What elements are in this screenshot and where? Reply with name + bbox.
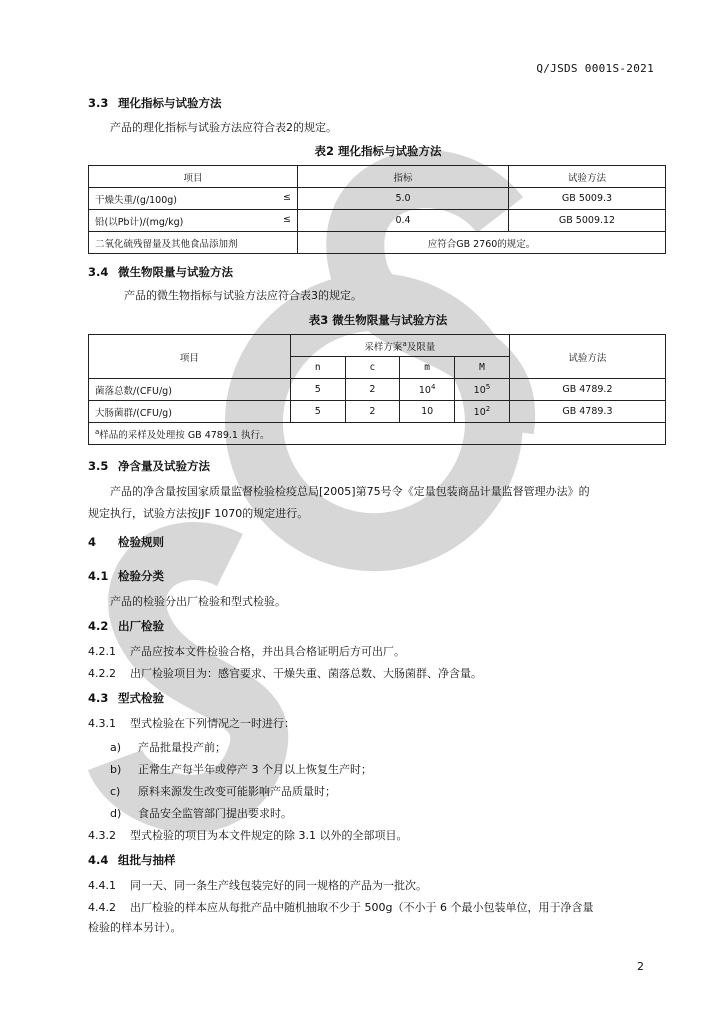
table-3-m: 10 — [400, 401, 455, 423]
table-row — [89, 232, 666, 254]
table-3-header-plan: 采样方案$^a$及限量 — [290, 335, 509, 357]
table-3-sub-n: n — [290, 357, 345, 379]
table-2-method: GB 5009.3 — [509, 188, 666, 210]
clause-4-4-1: 4.4.1 同一天、同一条生产线包装完好的同一规格的产品为一批次。 — [88, 879, 427, 892]
clause-4-3-1: 4.3.1 型式检验在下列情况之一时进行： — [88, 717, 295, 730]
table-2-header-item: 项目 — [89, 166, 298, 188]
table-row — [89, 379, 666, 401]
table-3-item: 大肠菌群/(CFU/g) — [89, 401, 291, 423]
clause-4-3-2: 4.3.2 型式检验的项目为本文件规定的除 3.1 以外的全部项目。 — [88, 829, 408, 842]
table-3-footnote: $^a$样品的采样及处理按 GB 4789.1 执行。 — [89, 423, 666, 445]
section-3-5-paragraph-2: 规定执行，试验方法按JJF 1070的规定进行。 — [88, 507, 309, 520]
table-3-M: $10^2$ — [455, 401, 510, 423]
table-3-caption: 表3 微生物限量与试验方法 — [308, 313, 448, 327]
list-item: a) 产品批量投产前； — [110, 741, 226, 754]
section-4-3-heading: 4.3 型式检验 — [88, 691, 164, 705]
section-3-3-heading: 3.3 理化指标与试验方法 — [88, 96, 222, 110]
document-number: Q/JSDS 0001S-2021 — [536, 62, 654, 75]
table-2-item: 铅(以Pb计)/(mg/kg) — [95, 216, 184, 228]
table-2 — [88, 165, 666, 254]
clause-4-4-2-continued: 检验的样本另计）。 — [88, 921, 182, 934]
table-3-c: 2 — [345, 401, 400, 423]
table-2-value: 0.4 — [298, 210, 509, 232]
table-3-header-item: 项目 — [89, 335, 291, 379]
table-3-m: $10^4$ — [400, 379, 455, 401]
table-2-method: GB 5009.12 — [509, 210, 666, 232]
section-4-4-heading: 4.4 组批与抽样 — [88, 853, 176, 867]
clause-4-4-2: 4.4.2 出厂检验的样本应从每批产品中随机抽取不少于 500g（不小于 6 个最小包装单位，用于净含量 — [88, 901, 594, 914]
lte-symbol: ≤ — [283, 213, 291, 225]
table-3 — [88, 334, 666, 445]
clause-4-2-1: 4.2.1 产品应按本文件检验合格，并出具合格证明后方可出厂。 — [88, 645, 405, 658]
section-3-4-heading: 3.4 微生物限量与试验方法 — [88, 265, 233, 279]
list-item: d) 食品安全监管部门提出要求时。 — [110, 807, 292, 820]
clause-4-2-2: 4.2.2 出厂检验项目为：感官要求、干燥失重、菌落总数、大肠菌群、净含量。 — [88, 667, 482, 680]
table-3-M: $10^5$ — [455, 379, 510, 401]
table-3-sub-c: c — [345, 357, 400, 379]
section-4-2-heading: 4.2 出厂检验 — [88, 619, 164, 633]
table-3-item: 菌落总数/(CFU/g) — [89, 379, 291, 401]
table-2-requirement: 应符合GB 2760的规定。 — [298, 232, 666, 254]
table-3-header-method: 试验方法 — [509, 335, 665, 379]
section-4-heading: 4 检验规则 — [88, 535, 164, 549]
table-3-n: 5 — [290, 401, 345, 423]
table-2-caption: 表2 理化指标与试验方法 — [314, 144, 442, 158]
section-3-5-heading: 3.5 净含量及试验方法 — [88, 459, 210, 473]
lte-symbol: ≤ — [283, 191, 291, 203]
section-4-1-heading: 4.1 检验分类 — [88, 569, 164, 583]
table-row — [89, 210, 666, 232]
section-3-3-paragraph: 产品的理化指标与试验方法应符合表2的规定。 — [110, 121, 337, 134]
table-2-value: 5.0 — [298, 188, 509, 210]
table-2-item: 二氧化硫残留量及其他食品添加剂 — [89, 232, 298, 254]
page-number: 2 — [637, 960, 644, 973]
table-3-n: 5 — [290, 379, 345, 401]
table-3-sub-m: m — [400, 357, 455, 379]
list-item: b) 正常生产每半年或停产 3 个月以上恢复生产时； — [110, 763, 372, 776]
table-3-method: GB 4789.3 — [509, 401, 665, 423]
section-4-1-paragraph: 产品的检验分出厂检验和型式检验。 — [110, 595, 286, 608]
table-2-item: 干燥失重/(g/100g) — [95, 194, 178, 206]
section-3-5-paragraph-1: 产品的净含量按国家质量监督检验检疫总局[2005]第75号令《定量包装商品计量监督管理办法》的 — [110, 485, 590, 498]
table-row — [89, 401, 666, 423]
table-3-c: 2 — [345, 379, 400, 401]
table-2-header-value: 指标 — [298, 166, 509, 188]
table-row — [89, 188, 666, 210]
list-item: c) 原料来源发生改变可能影响产品质量时； — [110, 785, 336, 798]
table-3-sub-M: M — [455, 357, 510, 379]
table-3-method: GB 4789.2 — [509, 379, 665, 401]
section-3-4-paragraph: 产品的微生物指标与试验方法应符合表3的规定。 — [124, 289, 362, 302]
table-2-header-method: 试验方法 — [509, 166, 666, 188]
